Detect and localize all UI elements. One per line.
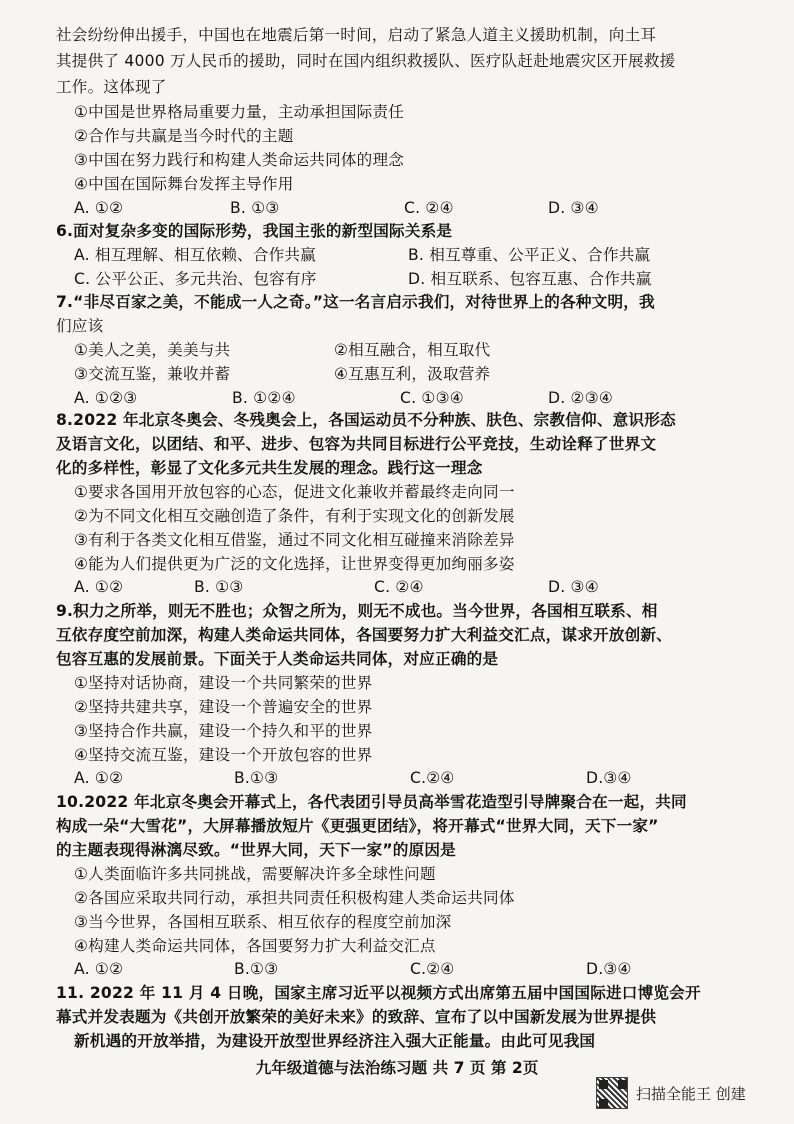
qr-code-icon [596,1077,628,1109]
statement: ①人类面临许多共同挑战，需要解决许多全球性问题 [74,865,436,883]
option: B. 相互尊重、公平正义、合作共赢 [408,246,651,264]
text-line: 化的多样性，彰显了文化多元共生发展的理念。践行这一理念 [56,459,483,477]
option: D. 相互联系、包容互惠、合作共赢 [408,270,652,288]
option: C.②④ [410,769,455,787]
option: C. ②④ [374,578,424,596]
statement: ④能为人们提供更为广泛的文化选择，让世界变得更加绚丽多姿 [74,555,515,573]
statement: ②为不同文化相互交融创造了条件，有利于实现文化的创新发展 [74,507,515,525]
statement: ④互惠互利，汲取营养 [334,365,491,383]
options-q6-row2 [74,268,774,290]
options-q5 [74,197,774,219]
option: C. ②④ [404,199,454,217]
question-10: 10.2022 年北京冬奥会开幕式上，各代表团引导员高举雪花造型引导牌聚合在一起，共同 [56,793,687,811]
statement: ④构建人类命运共同体，各国要努力扩大利益交汇点 [74,937,436,955]
option: A. ①② [74,578,124,596]
statement: ②各国应采取共同行动，承担共同责任积极构建人类命运共同体 [74,889,515,907]
option: B. ①②④ [232,389,296,407]
statement: ①要求各国用开放包容的心态，促进文化兼收并蓄最终走向同一 [74,483,515,501]
statement: ③当今世界，各国相互联系、相互依存的程度空前加深 [74,913,452,931]
text-line: 的主题表现得淋漓尽致。“世界大同，天下一家”的原因是 [56,841,456,859]
statement: ④中国在国际舞台发挥主导作用 [74,175,294,193]
option: B. ①③ [194,578,244,596]
text-line: 其提供了 4000 万人民币的援助，同时在国内组织救援队、医疗队赶赴地震灾区开展救援 [56,52,676,70]
statement: ①中国是世界格局重要力量，主动承担国际责任 [74,103,405,121]
question-6: 6.面对复杂多变的国际形势，我国主张的新型国际关系是 [56,222,453,240]
options-q7 [74,387,774,409]
option: A. ①② [74,199,124,217]
option: D. ②③④ [548,389,614,407]
text-line: 新机遇的开放举措，为建设开放型世界经济注入强大正能量。由此可见我国 [74,1032,596,1050]
option: B. ①③ [230,199,280,217]
text-line: 及语言文化，以团结、和平、进步、包容为共同目标进行公平竞技，生动诠释了世界文 [56,435,657,453]
statements-q7-row2 [74,363,774,385]
question-8: 8.2022 年北京冬奥会、冬残奥会上，各国运动员不分种族、肤色、宗教信仰、意识形态 [56,411,676,429]
statement: ③交流互鉴，兼收并蓄 [74,365,231,383]
watermark-text: 扫描全能王 创建 [636,1085,746,1103]
option: A. ①② [74,960,124,978]
statement: ①美人之美，美美与共 [74,341,231,359]
option: D.③④ [586,769,632,787]
question-7: 7.“非尽百家之美，不能成一人之奇。”这一名言启示我们，对待世界上的各种文明，我 [56,293,655,311]
option: C. ①③④ [400,389,464,407]
option: B.①③ [234,769,279,787]
option: A. 相互理解、相互依赖、合作共赢 [74,246,317,264]
option: A. ①② [74,769,124,787]
options-q8 [74,576,774,598]
statement: ②相互融合，相互取代 [334,341,491,359]
text-line: 们应该 [56,317,104,335]
statement: ①坚持对话协商，建设一个共同繁荣的世界 [74,674,373,692]
text-line: 幕式并发表题为《共创开放繁荣的美好未来》的致辞、宣布了以中国新发展为世界提供 [56,1008,657,1026]
option: D.③④ [586,960,632,978]
question-9: 9.积力之所举，则无不胜也；众智之所为，则无不成也。当今世界，各国相互联系、相 [56,602,658,620]
option: C. 公平公正、多元共治、包容有序 [74,270,317,288]
text-line: 社会纷纷伸出援手，中国也在地震后第一时间，启动了紧急人道主义援助机制，向土耳 [56,26,657,44]
question-11: 11. 2022 年 11 月 4 日晚，国家主席习近平以视频方式出席第五届中国国际进口博览会开 [56,984,701,1002]
page-footer: 九年级道德与法治练习题 共 7 页 第 2页 [255,1059,539,1077]
statement: ③中国在努力践行和构建人类命运共同体的理念 [74,151,405,169]
option: D. ③④ [548,199,599,217]
options-q9 [74,767,774,789]
statement: ②合作与共赢是当今时代的主题 [74,127,294,145]
statement: ④坚持交流互鉴，建设一个开放包容的世界 [74,746,373,764]
options-q6-row1 [74,244,774,266]
text-line: 包容互惠的发展前景。下面关于人类命运共同体，对应正确的是 [56,650,499,668]
option: A. ①②③ [74,389,138,407]
statements-q7-row1 [74,339,774,361]
option: B.①③ [234,960,279,978]
text-line: 互依存度空前加深，构建人类命运共同体，各国要努力扩大利益交汇点，谋求开放创新、 [56,626,672,644]
statement: ③有利于各类文化相互借鉴，通过不同文化相互碰撞来消除差异 [74,531,515,549]
option: D. ③④ [548,578,599,596]
option: C.②④ [410,960,455,978]
text-line: 构成一朵“大雪花”，大屏幕播放短片《更强更团结》，将开幕式“世界大同，天下一家” [56,817,659,835]
statement: ②坚持共建共享，建设一个普遍安全的世界 [74,698,373,716]
options-q10 [74,958,774,980]
statement: ③坚持合作共赢，建设一个持久和平的世界 [74,722,373,740]
text-line: 工作。这体现了 [56,78,167,96]
scanner-watermark [596,1077,786,1109]
